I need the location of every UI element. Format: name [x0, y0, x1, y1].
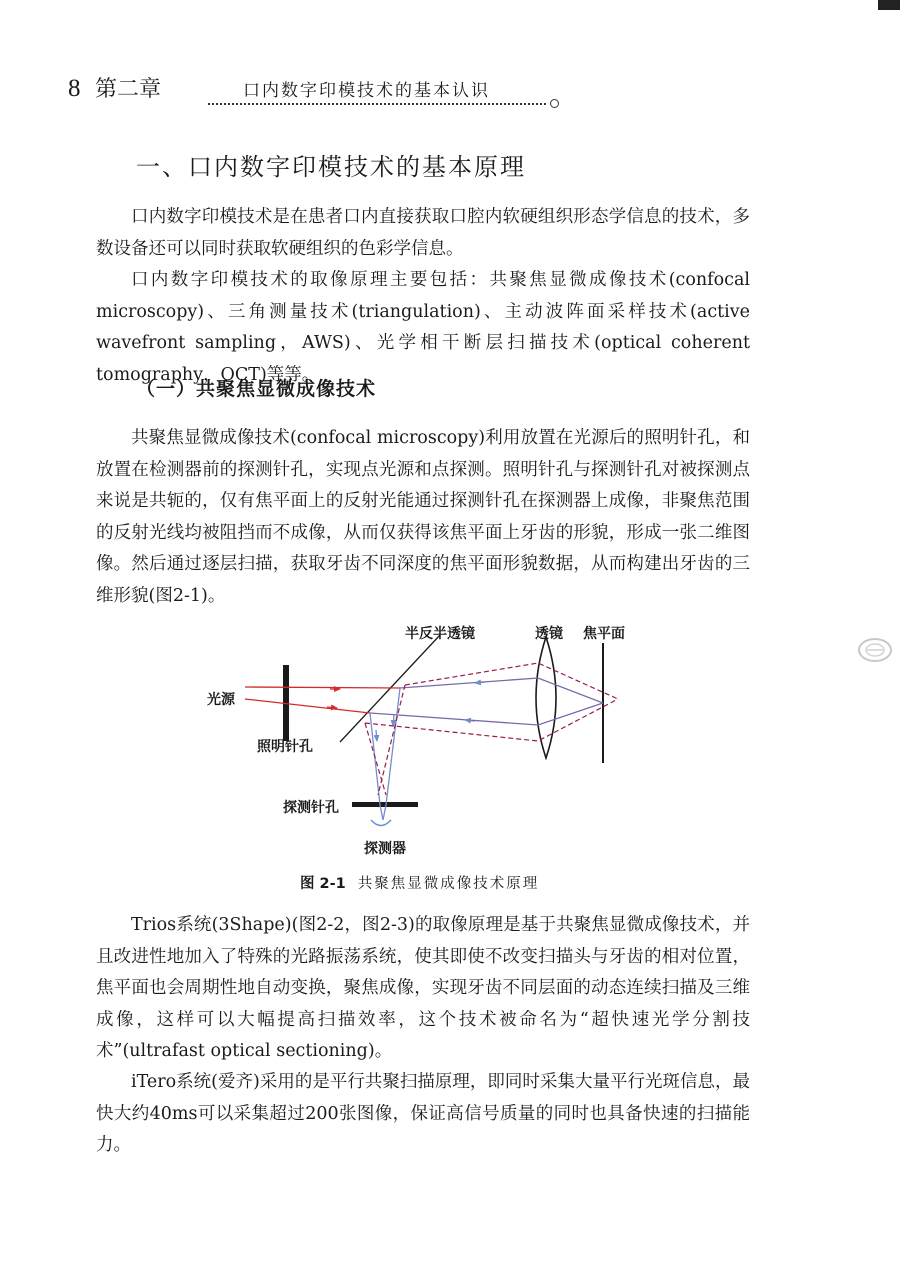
blue-ray-right — [383, 688, 400, 820]
purple-ray-lower — [370, 703, 603, 725]
label-lens: 透镜 — [535, 626, 563, 642]
running-header — [68, 74, 508, 108]
chapter-title: 口内数字印模技术的基本认识 — [243, 81, 490, 101]
blue-arrow-1 — [376, 730, 377, 741]
label-beam-splitter: 半反半透镜 — [405, 626, 475, 642]
detection-pinhole-bar — [352, 802, 418, 807]
label-light-source: 光源 — [207, 692, 235, 708]
publisher-watermark-icon — [855, 633, 895, 667]
red-ray-upper — [245, 687, 400, 688]
caption-text: 共聚焦显微成像技术原理 — [357, 876, 540, 892]
dashed-ray-upper — [405, 663, 618, 699]
label-detection-pinhole: 探测针孔 — [283, 800, 339, 816]
paragraph-trios: Trios系统(3Shape)(图2-2，图2-3)的取像原理是基于共聚焦显微成像技术，并且改进性地加入了特殊的光路振荡系统，使其即使不改变扫描头与牙齿的相对位置，焦平面也会周期性地自动变换，聚焦成像，实现牙齿不同层面的动态连续扫描及三维成像，这样可以大幅提高扫描效率，这个技术被命名为“超快速光学分割技术”(ultrafast optical sectioning)。 — [96, 915, 750, 1061]
label-detector: 探测器 — [364, 841, 406, 857]
paragraph-confocal: 共聚焦显微成像技术(confocal microscopy)利用放置在光源后的照明针孔，和放置在检测器前的探测针孔，实现点光源和点探测。照明针孔与探测针孔对被探测点来说是共轭的，仅有焦平面上的反射光能通过探测针孔在探测器上成像，非聚焦范围的反射光线均被阻挡而不成像，从而仅获得该焦平面上牙齿的形貌，形成一张二维图像。然后通过逐层扫描，获取牙齿不同深度的焦平面形貌数据，从而构建出牙齿的三维形貌(图2-1)。 — [96, 428, 750, 606]
detector-shape — [371, 820, 391, 826]
paragraph-itero: iTero系统(爱齐)采用的是平行共聚扫描原理，即同时采集大量平行光斑信息，最快大约40ms可以采集超过200张图像，保证高信号质量的同时也具备快速的扫描能力。 — [96, 1072, 750, 1155]
figure-caption — [300, 874, 539, 894]
dashed-ray-lower — [365, 699, 618, 741]
subsection-title: （一）共聚焦显微成像技术 — [136, 378, 377, 400]
purple-ray-upper — [400, 678, 603, 703]
red-ray-lower — [245, 699, 370, 713]
label-focal-plane: 焦平面 — [583, 626, 625, 642]
header-rule-end — [550, 99, 559, 108]
lens-shape — [536, 637, 556, 758]
caption-number: 图 2-1 — [300, 876, 346, 892]
paragraph-intro: 口内数字印模技术是在患者口内直接获取口腔内软硬组织形态学信息的技术，多数设备还可以同时获取软硬组织的色彩学信息。 — [96, 207, 750, 259]
label-illumination-pinhole: 照明针孔 — [257, 739, 313, 755]
blue-arrow-2 — [393, 715, 394, 726]
figure-confocal-diagram — [200, 615, 640, 865]
section-title: 一、口内数字印模技术的基本原理 — [136, 153, 526, 181]
page-number: 8 — [68, 75, 81, 102]
header-dotted-rule — [208, 103, 546, 105]
corner-crop-mark — [878, 0, 900, 10]
paragraph-principles: 口内数字印模技术的取像原理主要包括：共聚焦显微成像技术(confocal microscopy)、三角测量技术(triangulation)、主动波阵面采样技术(active wavefront sampling，AWS)、光学相干断层扫描技术(optical coherent tomography，OCT)等等。 — [96, 270, 750, 385]
dashed-ray-down-right — [378, 685, 405, 795]
chapter-label: 第二章 — [95, 77, 162, 102]
